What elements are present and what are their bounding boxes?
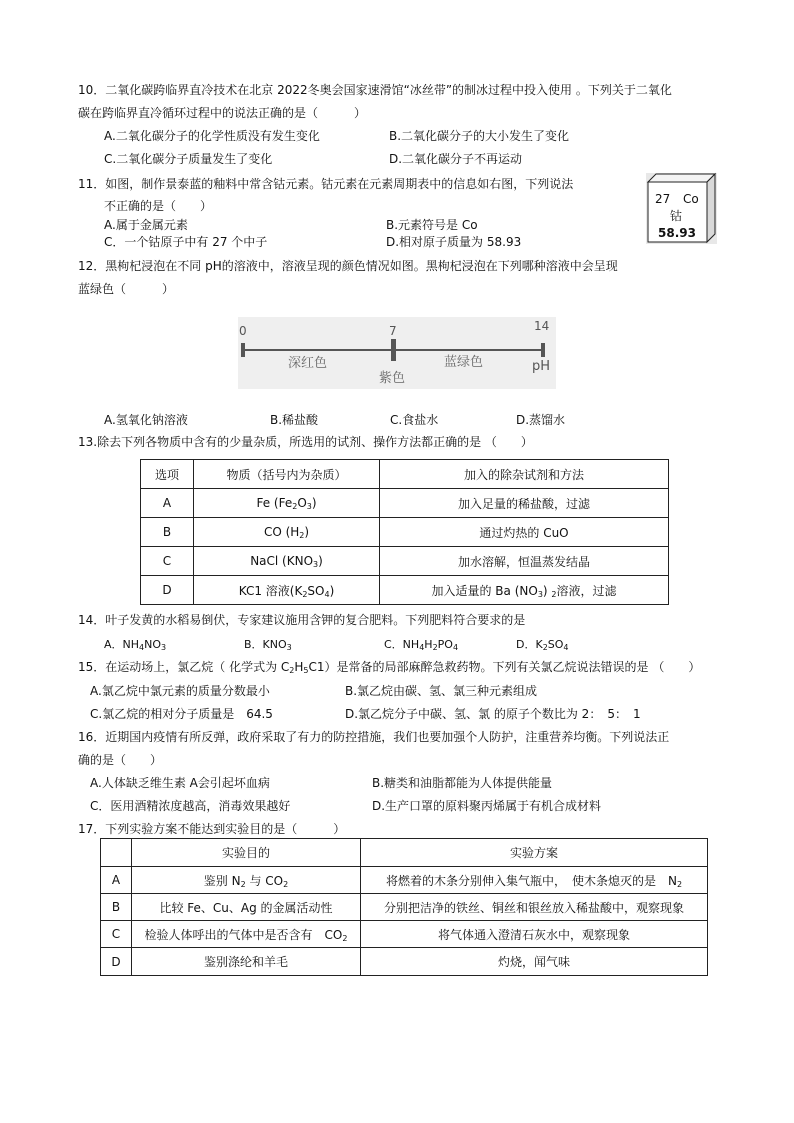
table-cell: B [101,894,132,921]
ph-color-deep-red: 深红色 [288,356,328,371]
q12-option-b[interactable]: B.稀盐酸 [270,413,319,427]
table-cell: 检验人体呼出的气体中是否含有 $CO_2$ [132,921,361,948]
q15-option-d[interactable]: D.氯乙烷分子中碳、氢、氯 的原子个数比为 2： 5： 1 [345,707,641,721]
q16-option-c[interactable]: C．医用酒精浓度越高，消毒效果越好 [90,799,291,813]
q16-stem-line1: 16．近期国内疫情有所反弹，政府采取了有力的防控措施，我们也要加强个人防护，注重营养均衡。下列说法正 [78,730,670,744]
table-cell: A [101,867,132,894]
table-header-row [141,460,669,489]
ph-color-scale [238,317,556,389]
q12-option-a[interactable]: A.氢氧化钠溶液 [104,413,188,427]
table-cell: C [101,921,132,948]
element-name: 钴 [670,209,683,223]
q14-option-d[interactable]: D．$K_2SO_4$ [516,638,569,652]
table-cell: KC1 溶液$(K_2SO_4)$ [194,576,380,605]
table-cell: 通过灼热的 CuO [380,518,669,547]
q10-option-d[interactable]: D.二氧化碳分子不再运动 [389,152,523,166]
ph-scale-14: 14 [534,319,550,333]
q11-option-c[interactable]: C．一个钴原子中有 27 个中子 [104,235,268,249]
q15-option-a[interactable]: A.氯乙烷中氯元素的质量分数最小 [90,684,270,698]
q12-stem-line1: 12．黑枸杞浸泡在不同 pH的溶液中，溶液呈现的颜色情况如图。黑枸杞浸泡在下列哪种溶液中会呈现 [78,259,618,273]
q12-option-c[interactable]: C.食盐水 [390,413,439,427]
table-row [141,489,669,518]
table-cell: A [141,489,194,518]
q15-stem: 15．在运动场上，氯乙烷（ 化学式为 $C_2H_5C1$）是常备的局部麻醉急救药物。下列有关氯乙烷说法错误的是 （ ） [78,660,701,675]
table-row [141,518,669,547]
table-cell: 加入足量的稀盐酸，过滤 [380,489,669,518]
q10-stem-line2: 碳在跨临界直冷循环过程中的说法正确的是（ ） [78,106,367,120]
table-cell: 加水溶解，恒温蒸发结晶 [380,547,669,576]
table-cell: 将燃着的木条分别伸入集气瓶中， 使木条熄灭的是 $N_2$ [361,867,708,894]
ph-scale-7: 7 [389,324,397,338]
q16-option-d[interactable]: D.生产口罩的原料聚丙烯属于有机合成材料 [372,799,602,813]
table-cell: D [141,576,194,605]
q13-table [140,459,669,605]
q13-stem: 13.除去下列各物质中含有的少量杂质，所选用的试剂、操作方法都正确的是 （ ） [78,435,533,449]
ph-scale-0: 0 [239,324,247,338]
q12-stem-line2: 蓝绿色（ ） [78,282,175,296]
table-cell: 比较 Fe、Cu、Ag 的金属活动性 [132,894,361,921]
table-cell: 加入适量的 Ba $(NO_3)$ $_2$溶液，过滤 [380,576,669,605]
q10-option-b[interactable]: B.二氧化碳分子的大小发生了变化 [389,129,570,143]
ph-unit-label: pH [532,359,551,374]
element-mass: 58.93 [658,226,696,240]
table-header-cell: 实验目的 [132,839,361,867]
q17-stem: 17．下列实验方案不能达到实验目的是（ ） [78,822,346,836]
table-row [101,894,708,921]
q14-stem: 14．叶子发黄的水稻易倒伏，专家建议施用含钾的复合肥料。下列肥料符合要求的是 [78,613,526,627]
q16-stem-line2: 确的是（ ） [78,753,163,767]
table-header-row [101,839,708,867]
element-number: 27 [655,192,671,206]
table-row [101,948,708,976]
q16-option-b[interactable]: B.糖类和油脂都能为人体提供能量 [372,776,553,790]
q11-option-a[interactable]: A.属于金属元素 [104,218,188,232]
table-cell: 鉴别涤纶和羊毛 [132,948,361,976]
element-symbol: Co [683,192,699,206]
table-row [141,576,669,605]
cobalt-element-card [645,172,717,244]
q17-table [100,838,708,976]
table-cell: Fe $(Fe_2O_3)$ [194,489,380,518]
q10-option-c[interactable]: C.二氧化碳分子质量发生了变化 [104,152,273,166]
q14-option-b[interactable]: B．$KNO_3$ [244,638,292,652]
q11-stem-line1: 11．如图，制作景泰蓝的釉料中常含钴元素。钴元素在元素周期表中的信息如右图，下列说法 [78,177,574,191]
q15-option-b[interactable]: B.氯乙烷由碳、氢、氯三种元素组成 [345,684,538,698]
table-header-cell [101,839,132,867]
q14-option-a[interactable]: A．$NH_4NO_3$ [104,638,167,652]
q10-option-a[interactable]: A.二氧化碳分子的化学性质没有发生变化 [104,129,320,143]
table-cell: B [141,518,194,547]
table-header-cell: 选项 [141,460,194,489]
table-cell: 分别把洁净的铁丝、铜丝和银丝放入稀盐酸中，观察现象 [361,894,708,921]
q16-option-a[interactable]: A.人体缺乏维生素 A会引起坏血病 [90,776,270,790]
q10-stem-line1: 10．二氧化碳跨临界直冷技术在北京 2022冬奥会国家速滑馆“冰丝带”的制冰过程中投入使用 。下列关于二氧化 [78,83,672,97]
table-row [101,921,708,948]
table-header-cell: 加入的除杂试剂和方法 [380,460,669,489]
ph-color-purple: 紫色 [379,371,406,386]
q11-option-b[interactable]: B.元素符号是 Co [386,218,478,232]
table-row [101,867,708,894]
q11-option-d[interactable]: D.相对原子质量为 58.93 [386,235,522,249]
q11-stem-line2: 不正确的是（ ） [104,199,213,213]
table-row [141,547,669,576]
q12-option-d[interactable]: D.蒸馏水 [516,413,566,427]
q14-option-c[interactable]: C．$NH_4H_2PO_4$ [384,638,459,652]
table-header-cell: 物质（括号内为杂质） [194,460,380,489]
table-cell: 灼烧，闻气味 [361,948,708,976]
table-cell: 将气体通入澄清石灰水中，观察现象 [361,921,708,948]
table-cell: CO $(H_2)$ [194,518,380,547]
table-cell: D [101,948,132,976]
table-header-cell: 实验方案 [361,839,708,867]
ph-color-blue-green: 蓝绿色 [444,355,484,370]
q15-option-c[interactable]: C.氯乙烷的相对分子质量是 64.5 [90,707,273,721]
table-cell: NaCl $(KNO_3)$ [194,547,380,576]
table-cell: C [141,547,194,576]
table-cell: 鉴别 $N_2$ 与 $CO_2$ [132,867,361,894]
